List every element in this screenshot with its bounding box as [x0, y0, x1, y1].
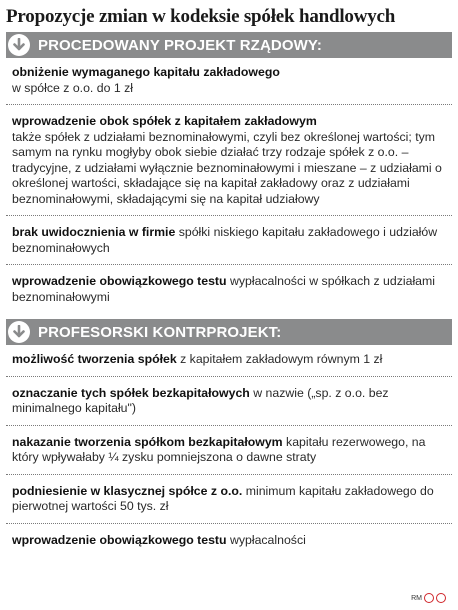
item-text: w spółce z o.o. do 1 zł [12, 80, 133, 95]
item-text: także spółek z udziałami beznominałowymi, czyli bez określonej wartości; tym samym na rynku mogłyby obok siebie działać trzy rodzaje spółek z o.o. – tradycyjne, z udziałami wyłącznie beznominałowymi i mieszane – z udziałami o określonej wartości, składające się na kapitał zakładowy oraz z udziałami beznominałowymi, składającymi się na kapitał udziałowy [12, 129, 442, 206]
item-bold: wprowadzenie obok spółek z kapitałem zakładowym [12, 114, 317, 128]
item-bold: wprowadzenie obowiązkowego testu [12, 274, 227, 288]
list-item [6, 530, 452, 557]
list-item [6, 481, 452, 524]
source-badge [411, 593, 446, 603]
list-item [6, 222, 452, 265]
item-text: spółki niskiego kapitału zakładowego i udziałów beznominałowych [12, 225, 438, 255]
item-text: minimum kapitału zakładowego do pierwotnej wartości 50 tys. zł [12, 483, 434, 513]
item-text: wypłacalności [226, 532, 306, 547]
list-item [6, 432, 452, 475]
list-item [6, 271, 452, 313]
item-bold: wprowadzenie obowiązkowego testu [12, 532, 227, 547]
logo-circle-icon [424, 593, 434, 603]
item-bold: podniesienie w klasycznej spółce z o.o. [12, 483, 243, 498]
item-bold: nakazanie tworzenia spółkom bezkapitałowym [12, 434, 283, 449]
page-title: Propozycje zmian w kodeksie spółek handlowych [6, 6, 396, 27]
item-bold: oznaczanie tych spółek bezkapitałowych [12, 385, 250, 400]
item-text: z kapitałem zakładowym równym 1 zł [176, 352, 383, 366]
item-bold: możliwość tworzenia spółek [12, 352, 177, 366]
item-text: w nazwie („sp. z o.o. bez minimalnego kapitału") [12, 385, 389, 415]
section-label: PROCEDOWANY PROJEKT RZĄDOWY: [38, 36, 322, 54]
section-header-government-project [6, 32, 452, 58]
list-item [6, 62, 452, 105]
badge-text: RM [411, 594, 422, 602]
list-item [6, 383, 452, 426]
logo-circle-icon [436, 593, 446, 603]
down-arrow-icon [8, 34, 30, 56]
item-bold: obniżenie wymaganego kapitału zakładowego [12, 65, 280, 79]
section-label: PROFESORSKI KONTRPROJEKT: [38, 323, 282, 341]
list-item [6, 349, 452, 377]
item-bold: brak uwidocznienia w firmie [12, 225, 176, 239]
item-text: kapitału rezerwowego, na który wpływałaby ¼ zysku pomniejszona o dawne straty [12, 434, 426, 464]
section-header-professors-counterproject [6, 319, 452, 345]
list-item [6, 111, 452, 216]
item-text: wypłacalności w spółkach z udziałami beznominałowymi [12, 274, 435, 304]
down-arrow-icon [8, 321, 30, 343]
